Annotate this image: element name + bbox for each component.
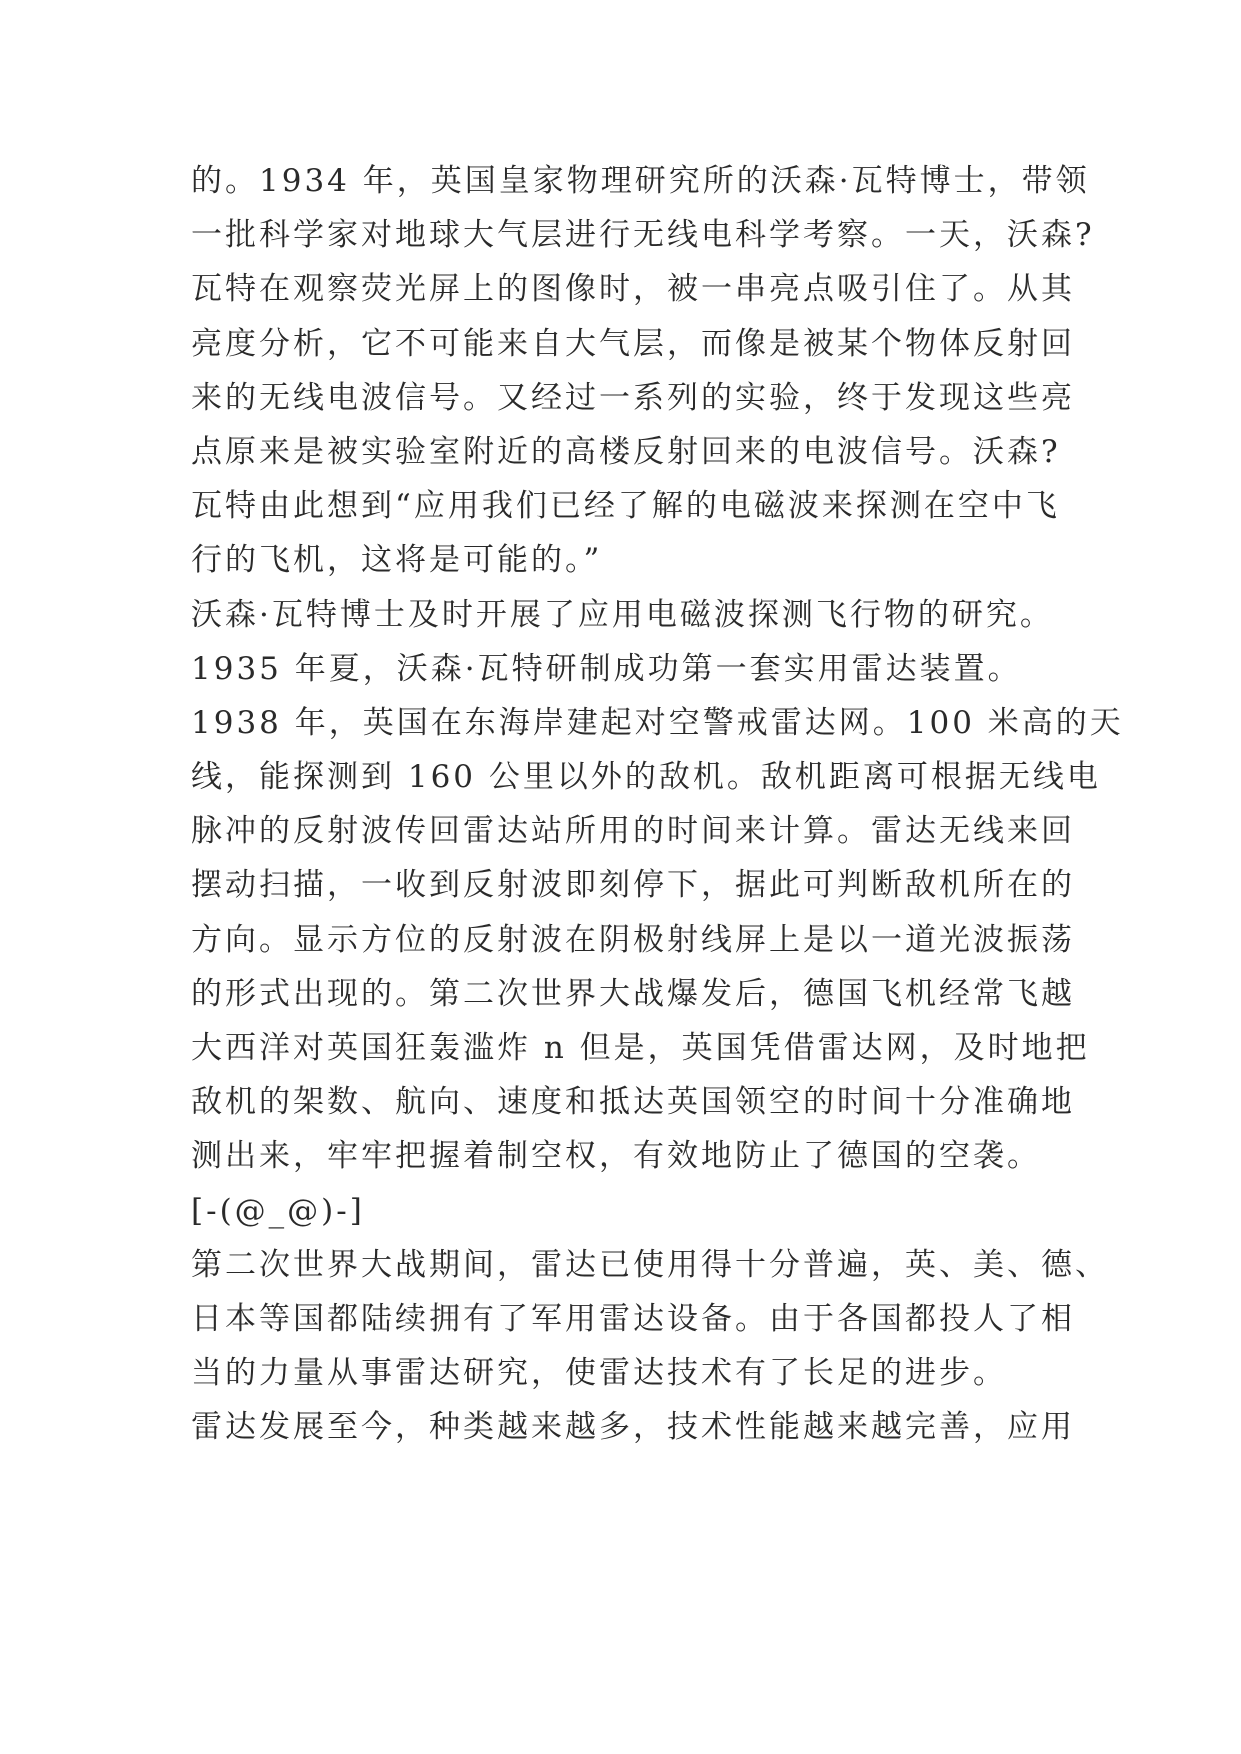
text-line: 点原来是被实验室附近的高楼反射回来的电波信号。沃森? — [191, 433, 1061, 470]
text-line: 雷达发展至今，种类越来越多，技术性能越来越完善，应用 — [191, 1409, 1075, 1446]
text-line: 的。1934 年，英国皇家物理研究所的沃森·瓦特博士，带领 — [191, 163, 1090, 199]
text-line: 线，能探测到 160 公里以外的敌机。敌机距离可根据无线电 — [191, 759, 1101, 796]
text-line: 大西洋对英国狂轰滥炸 n 但是，英国凭借雷达网，及时地把 — [191, 1030, 1090, 1066]
text-line: 敌机的架数、航向、速度和抵达英国领空的时间十分准确地 — [191, 1084, 1075, 1121]
text-line: [-(@_@)-] — [191, 1192, 365, 1229]
text-line: 方向。显示方位的反射波在阴极射线屏上是以一道光波振荡 — [191, 921, 1075, 958]
text-line: 测出来，牢牢把握着制空权，有效地防止了德国的空袭。 — [191, 1138, 1041, 1175]
text-line: 1938 年，英国在东海岸建起对空警戒雷达网。100 米高的天 — [191, 704, 1124, 741]
text-line: 沃森·瓦特博士及时开展了应用电磁波探测飞行物的研究。 — [191, 596, 1054, 633]
text-line: 第二次世界大战期间，雷达已使用得十分普遍，英、美、德、 — [191, 1246, 1109, 1283]
text-line: 瓦特在观察荧光屏上的图像时，被一串亮点吸引住了。从其 — [191, 271, 1075, 308]
text-line: 瓦特由此想到“应用我们已经了解的电磁波来探测在空中飞 — [191, 488, 1060, 525]
body-text — [191, 154, 1124, 1455]
text-line: 摆动扫描，一收到反射波即刻停下，据此可判断敌机所在的 — [191, 867, 1075, 904]
text-line: 的形式出现的。第二次世界大战爆发后，德国飞机经常飞越 — [191, 975, 1075, 1012]
text-line: 一批科学家对地球大气层进行无线电科学考察。一天，沃森? — [191, 217, 1095, 254]
text-line: 亮度分析，它不可能来自大气层，而像是被某个物体反射回 — [191, 325, 1075, 362]
text-line: 日本等国都陆续拥有了军用雷达设备。由于各国都投人了相 — [191, 1300, 1075, 1337]
text-line: 脉冲的反射波传回雷达站所用的时间来计算。雷达无线来回 — [191, 813, 1075, 850]
text-line: 来的无线电波信号。又经过一系列的实验，终于发现这些亮 — [191, 379, 1075, 416]
text-line: 行的飞机，这将是可能的。” — [191, 542, 603, 579]
text-line: 1935 年夏，沃森·瓦特研制成功第一套实用雷达装置。 — [191, 650, 1022, 687]
text-line: 当的力量从事雷达研究，使雷达技术有了长足的进步。 — [191, 1355, 1007, 1392]
